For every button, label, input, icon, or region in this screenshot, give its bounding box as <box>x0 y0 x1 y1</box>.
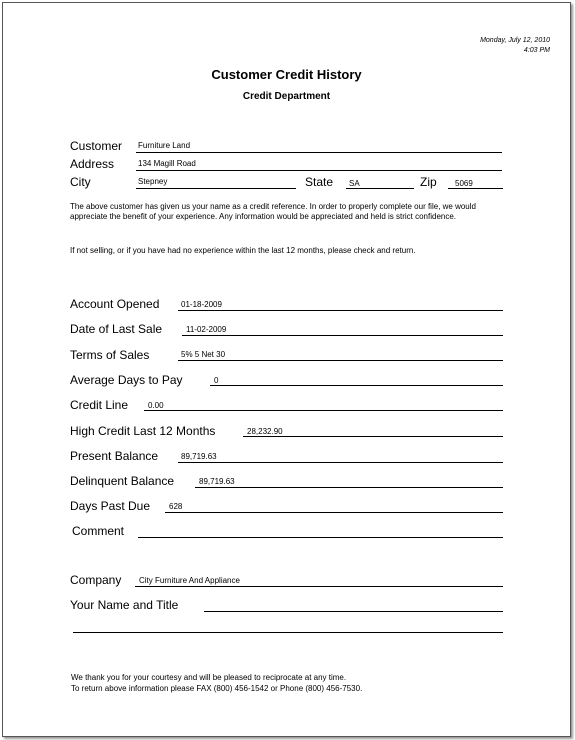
last-sale-label: Date of Last Sale <box>70 322 163 336</box>
footer-thanks: We thank you for your courtesy and will be pleased to reciprocate at any time. <box>71 673 347 682</box>
report-subtitle: Credit Department <box>242 91 331 102</box>
delinquent-label: Delinquent Balance <box>70 474 175 488</box>
present-balance-value: 89,719.63 <box>181 452 217 461</box>
account-opened-value: 01-18-2009 <box>181 300 222 309</box>
delinquent-value: 89,719.63 <box>199 477 235 486</box>
report-time: 4:03 PM <box>523 47 550 54</box>
zip-label: Zip <box>420 175 437 189</box>
report-datetime <box>480 36 550 56</box>
delinquent-line <box>195 487 503 488</box>
footer-contact: To return above information please FAX (800) 456-1542 or Phone (800) 456-7530. <box>71 684 363 693</box>
address-line <box>136 170 502 171</box>
name-title-line <box>204 611 503 612</box>
high-credit-value: 28,232.90 <box>247 427 283 436</box>
terms-value: 5% 5 Net 30 <box>181 350 226 359</box>
intro-paragraph: The above customer has given us your name as a credit reference. In order to properly complete our file, we would appreciate the benefit of your experience. Any information would be appreciated and held is strict confidence. <box>70 202 476 221</box>
city-label: City <box>70 175 91 189</box>
report-title: Customer Credit History <box>211 67 362 82</box>
high-credit-label: High Credit Last 12 Months <box>70 424 216 438</box>
report-date: Monday, July 12, 2010 <box>480 37 550 44</box>
name-title-label: Your Name and Title <box>70 598 179 612</box>
account-opened-label: Account Opened <box>70 297 160 311</box>
state-value: SA <box>349 179 360 188</box>
signature-extra-line <box>73 632 503 633</box>
credit-line-line <box>144 410 503 411</box>
present-balance-line <box>178 462 503 463</box>
company-line <box>135 586 503 587</box>
city-value: Stepney <box>138 177 168 186</box>
account-opened-line <box>178 310 503 311</box>
avg-days-line <box>210 385 503 386</box>
not-selling-note: If not selling, or if you have had no experience within the last 12 months, please check and return. <box>70 246 416 255</box>
report-page <box>2 2 571 737</box>
company-value: City Furniture And Appliance <box>139 576 240 585</box>
comment-line <box>138 537 503 538</box>
last-sale-value: 11-02-2009 <box>186 325 227 334</box>
zip-value: 5069 <box>455 179 473 188</box>
state-label: State <box>305 175 334 189</box>
avg-days-value: 0 <box>214 376 219 385</box>
present-balance-label: Present Balance <box>70 449 159 463</box>
credit-line-value: 0.00 <box>148 401 164 410</box>
terms-line <box>178 360 503 361</box>
high-credit-line <box>243 436 503 437</box>
address-label: Address <box>70 157 115 171</box>
comment-label: Comment <box>72 524 125 538</box>
days-past-due-line <box>165 512 503 513</box>
credit-line-label: Credit Line <box>70 398 129 412</box>
customer-line <box>136 152 502 153</box>
customer-label: Customer <box>70 139 123 153</box>
customer-value: Furniture Land <box>138 141 191 150</box>
address-value: 134 Magill Road <box>138 159 196 168</box>
avg-days-label: Average Days to Pay <box>70 373 183 387</box>
terms-label: Terms of Sales <box>70 348 150 362</box>
zip-line <box>448 188 503 189</box>
city-line <box>136 188 296 189</box>
company-label: Company <box>70 573 122 587</box>
days-past-due-label: Days Past Due <box>70 499 151 513</box>
days-past-due-value: 628 <box>169 502 183 511</box>
state-line <box>346 188 414 189</box>
last-sale-line <box>182 335 503 336</box>
